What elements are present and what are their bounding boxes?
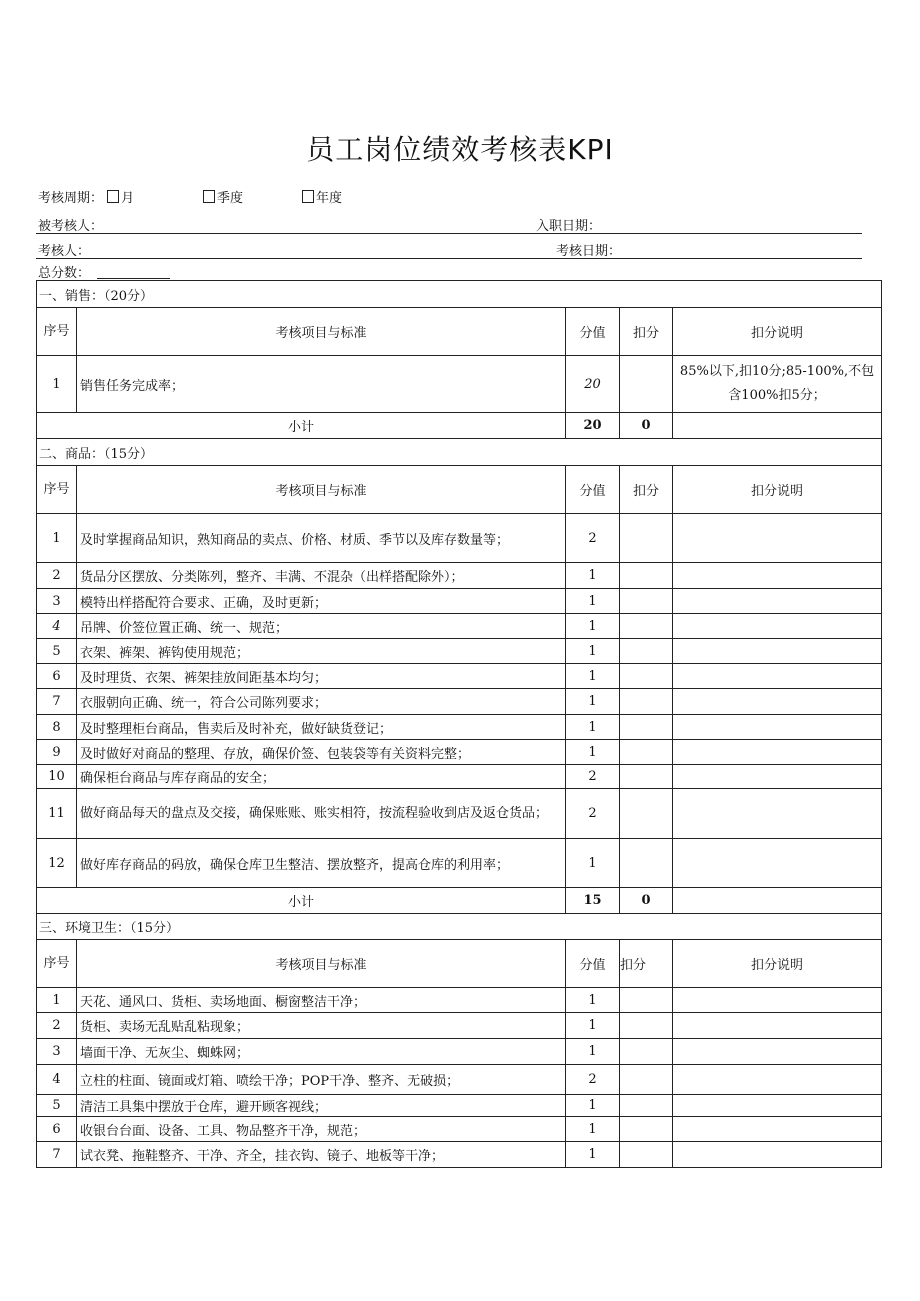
deduct-cell[interactable]: [620, 740, 673, 765]
table-row: 5 清洁工具集中摆放于仓库，避开顾客视线； 1: [37, 1095, 882, 1117]
deduct-cell[interactable]: [620, 1065, 673, 1095]
deduct-note-cell[interactable]: [673, 514, 882, 563]
assess-date-label: 考核日期：: [556, 244, 622, 259]
deduct-cell[interactable]: [620, 563, 673, 589]
deduct-note-cell[interactable]: [673, 1095, 882, 1117]
subtotal-row: 小计 20 0: [37, 413, 882, 439]
col-header-note: 扣分说明: [673, 308, 882, 356]
deduct-note-cell[interactable]: [673, 664, 882, 689]
table-row: 7 衣服朝向正确、统一，符合公司陈列要求； 1: [37, 689, 882, 715]
total-underline: [97, 278, 170, 279]
period-label: 考核周期：: [38, 191, 104, 206]
table-row: 11 做好商品每天的盘点及交接，确保账账、账实相符，按流程验收到店及返仓货品； 2: [37, 789, 882, 839]
table-row: 8 及时整理柜台商品，售卖后及时补充，做好缺货登记； 1: [37, 715, 882, 740]
table-row: 1 销售任务完成率； 20 85%以下,扣10分;85-100%,不包含100%扣5分；: [37, 356, 882, 413]
table-row: 6 收银台台面、设备、工具、物品整齐干净，规范； 1: [37, 1117, 882, 1142]
table-row: 1 天花、通风口、货柜、卖场地面、橱窗整洁干净； 1: [37, 988, 882, 1013]
total-label: 总分数：: [38, 266, 91, 281]
period-option-quarter[interactable]: 季度: [203, 187, 243, 206]
header-row: 序号 考核项目与标准 分值 扣分 扣分说明: [37, 940, 882, 988]
deduct-note-cell[interactable]: [673, 1013, 882, 1039]
table-row: 9 及时做好对商品的整理、存放，确保价签、包装袋等有关资料完整； 1: [37, 740, 882, 765]
period-option-year[interactable]: 年度: [302, 187, 342, 206]
deduct-cell[interactable]: [620, 639, 673, 664]
table-row: 3 模特出样搭配符合要求、正确，及时更新； 1: [37, 589, 882, 614]
checkbox-icon[interactable]: [203, 190, 215, 203]
deduct-note-cell[interactable]: [673, 789, 882, 839]
section-heading: 二、商品：（15分）: [37, 439, 882, 466]
table-row: 4 吊牌、价签位置正确、统一、规范； 1: [37, 614, 882, 639]
hire-date-label: 入职日期：: [536, 219, 602, 234]
period-option-month[interactable]: 月: [107, 191, 134, 206]
deduct-cell[interactable]: [620, 356, 673, 413]
deduct-cell[interactable]: [620, 789, 673, 839]
deduct-note-cell[interactable]: [673, 740, 882, 765]
col-header-deduct: 扣分: [620, 308, 673, 356]
employee-underline: [36, 233, 862, 234]
period-row: [38, 187, 134, 206]
page-title: 员工岗位绩效考核表KPI: [306, 133, 614, 166]
table-row: 4 立柱的柱面、镜面或灯箱、喷绘干净；POP干净、整齐、无破损； 2: [37, 1065, 882, 1095]
table-row: 3 墙面干净、无灰尘、蜘蛛网； 1: [37, 1039, 882, 1065]
deduct-note-cell[interactable]: [673, 715, 882, 740]
deduct-cell[interactable]: [620, 589, 673, 614]
deduct-cell[interactable]: [620, 1095, 673, 1117]
deduct-note-cell[interactable]: [673, 614, 882, 639]
assessor-underline: [36, 258, 862, 259]
section-heading: 一、销售：（20分）: [37, 281, 882, 308]
table-row: 7 试衣凳、拖鞋整齐、干净、齐全，挂衣钩、镜子、地板等干净； 1: [37, 1142, 882, 1168]
deduct-note-cell[interactable]: [673, 1065, 882, 1095]
deduct-note-cell[interactable]: [673, 1117, 882, 1142]
deduct-note-cell[interactable]: [673, 639, 882, 664]
deduct-cell[interactable]: [620, 765, 673, 789]
header-row: [37, 308, 882, 356]
deduct-note-cell[interactable]: [673, 988, 882, 1013]
table-row: 6 及时理货、衣架、裤架挂放间距基本均匀； 1: [37, 664, 882, 689]
deduct-note-cell[interactable]: [673, 1039, 882, 1065]
table-row: 1 及时掌握商品知识，熟知商品的卖点、价格、材质、季节以及库存数量等； 2: [37, 514, 882, 563]
deduct-note-cell[interactable]: [673, 689, 882, 715]
deduct-cell[interactable]: [620, 514, 673, 563]
assessor-label: 考核人：: [38, 244, 91, 259]
section-heading: 三、环境卫生：（15分）: [37, 914, 882, 940]
deduct-note-cell[interactable]: [673, 1142, 882, 1168]
table-row: 12 做好库存商品的码放，确保仓库卫生整洁、摆放整齐，提高仓库的利用率； 1: [37, 839, 882, 888]
deduct-note-cell[interactable]: [673, 839, 882, 888]
deduct-note-cell[interactable]: 85%以下,扣10分;85-100%,不包含100%扣5分；: [673, 356, 882, 413]
subtotal-row: 小计 15 0: [37, 888, 882, 914]
deduct-cell[interactable]: [620, 614, 673, 639]
deduct-cell[interactable]: [620, 664, 673, 689]
deduct-cell[interactable]: [620, 1142, 673, 1168]
table-row: 2 货品分区摆放、分类陈列，整齐、丰满、不混杂（出样搭配除外）； 1: [37, 563, 882, 589]
deduct-cell[interactable]: [620, 1117, 673, 1142]
table-row: 5 衣架、裤架、裤钩使用规范； 1: [37, 639, 882, 664]
deduct-cell[interactable]: [620, 715, 673, 740]
kpi-table: [36, 280, 882, 1168]
col-header-item: 考核项目与标准: [77, 308, 566, 356]
deduct-note-cell[interactable]: [673, 589, 882, 614]
checkbox-icon[interactable]: [107, 190, 119, 203]
col-header-score: 分值: [566, 308, 620, 356]
col-header-no: 序号: [37, 308, 77, 356]
checkbox-icon[interactable]: [302, 190, 314, 203]
deduct-note-cell[interactable]: [673, 563, 882, 589]
table-row: 10 确保柜台商品与库存商品的安全； 2: [37, 765, 882, 789]
table-row: 2 货柜、卖场无乱贴乱粘现象； 1: [37, 1013, 882, 1039]
header-row: 序号 考核项目与标准 分值 扣分 扣分说明: [37, 466, 882, 514]
deduct-cell[interactable]: [620, 1013, 673, 1039]
deduct-cell[interactable]: [620, 839, 673, 888]
deduct-cell[interactable]: [620, 1039, 673, 1065]
employee-label: 被考核人：: [38, 219, 104, 234]
deduct-cell[interactable]: [620, 988, 673, 1013]
deduct-cell[interactable]: [620, 689, 673, 715]
deduct-note-cell[interactable]: [673, 765, 882, 789]
